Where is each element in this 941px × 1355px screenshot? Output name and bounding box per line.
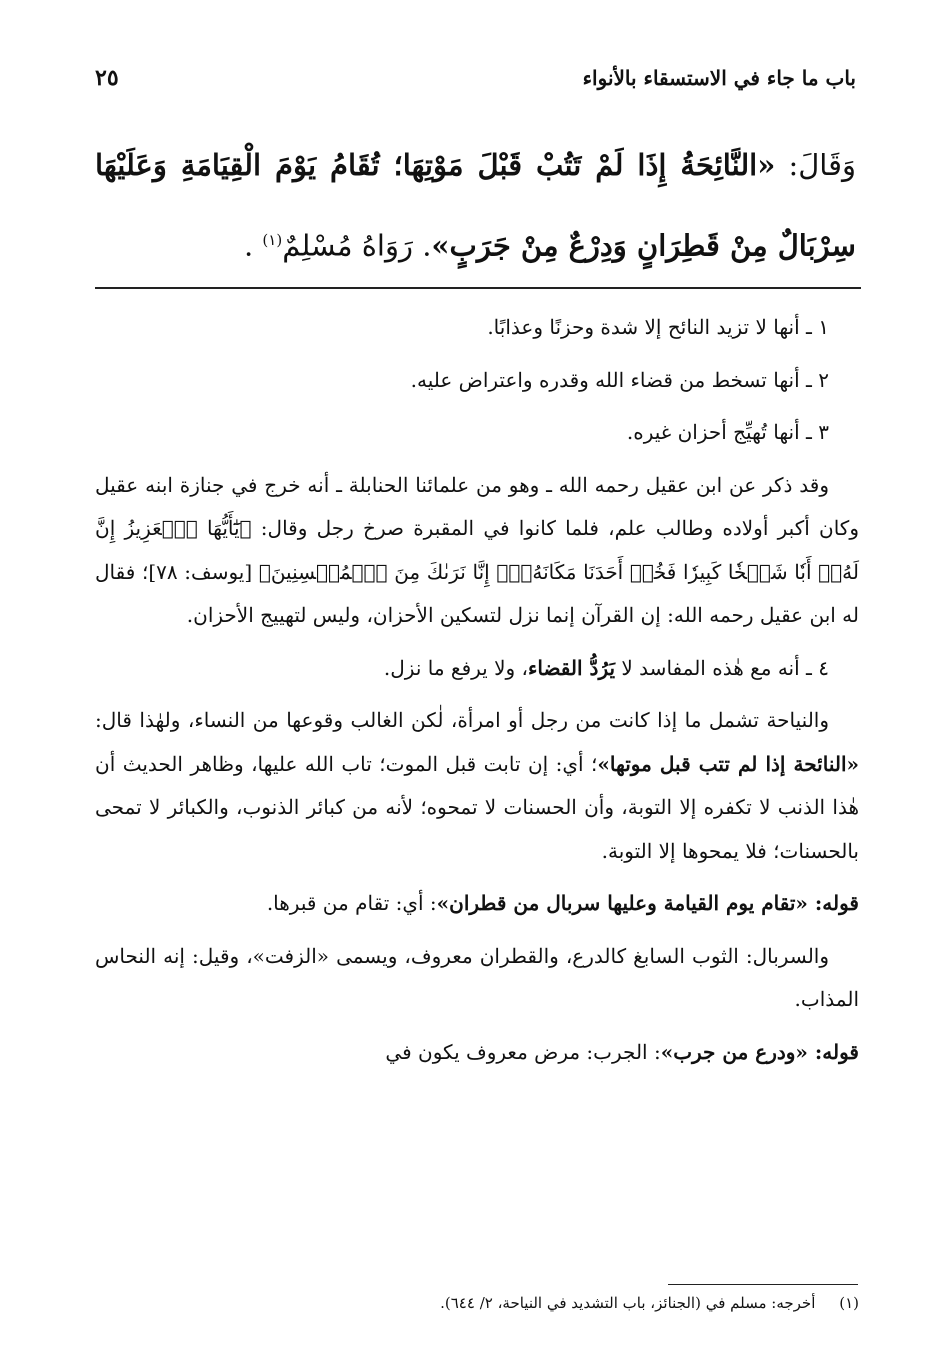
qawluhu-1-quote: «تقام يوم القيامة وعليها سربال من قطران»: [436, 891, 808, 915]
qawluhu-1-text: : أي: تقام من قبرها.: [266, 891, 437, 915]
qawluhu-1: [95, 882, 859, 926]
hadith-intro: وَقَالَ:: [775, 148, 856, 182]
paragraph-niyaha-rest: ؛ أي: إن تابت قبل الموت؛ تاب الله عليها، وظاهر الحديث أن هٰذا الذنب لا تكفره إلا التوبة، وأن الحسنات لا تمحوه؛ لأنه من كبائر الذنوب، والكبائر لا تمحى بالحسنات؛ فلا يمحوها إلا التوبة.: [95, 751, 859, 863]
hadith-end: .: [243, 228, 263, 263]
hadith-quote: «النَّائِحَةُ إِذَا لَمْ تَتُبْ قَبْلَ مَوْتِهَا؛ تُقَامُ يَوْمَ الْقِيَامَةِ وَعَلَيْهَا سِرْبَالٌ مِنْ قَطِرَانٍ وَدِرْعٌ مِنْ جَرَبٍ»: [95, 148, 856, 263]
list-item-4-bold: يَرُدُّ القضاء: [527, 655, 616, 680]
list-item-3: ٣ ـ أنها تُهيِّج أحزان غيره.: [626, 420, 829, 444]
paragraph-ibn-aqil: وقد ذكر عن ابن عقيل رحمه الله ـ وهو من علمائنا الحنابلة ـ أنه خرج في جنازة ابنه عقيل وكان أكبر أولاده وطالب علم، فلما كانوا في المقبرة صرخ رجل وقال: ﴿يَٰٓأَيُّهَا ٱلۡعَزِيزُ إِنَّ لَهُۥٓ أَبٗا شَيۡخٗا كَبِيرٗا فَخُذۡ أَحَدَنَا مَكَانَهُۥٓۖ إِنَّا نَرَىٰكَ مِنَ ٱلۡمُحۡسِنِينَ﴾ [يوسف: ٧٨]؛ فقال له ابن عقيل رحمه الله: إن القرآن إنما نزل لتسكين الأحزان، وليس لتهييج الأحزان.: [95, 472, 859, 627]
hadith-source: . رَوَاهُ مُسْلِمٌ: [282, 228, 432, 263]
qawluhu-2: [95, 1031, 859, 1075]
footnote-text: أخرجه: مسلم في (الجنائز، باب التشديد في النياحة، ٢/ ٦٤٤).: [440, 1294, 816, 1312]
footnote: [200, 1292, 859, 1314]
footnote-divider: [668, 1284, 858, 1285]
running-title: باب ما جاء في الاستسقاء بالأنواء: [582, 66, 856, 90]
page-header: [95, 58, 856, 98]
list-item-4: [95, 647, 859, 691]
list-item-1: ١ ـ أنها لا تزيد النائح إلا شدة وحزنًا وعذابًا.: [487, 315, 829, 339]
qawluhu-2-quote: «ودرع من جرب»: [660, 1039, 808, 1064]
footnote-reference: (١): [262, 231, 283, 249]
paragraph-niyaha-text: والنياحة تشمل ما إذا كانت من رجل أو امرأة، لٰكن الغالب وقوعها من النساء، ولهٰذا قال:: [95, 708, 829, 732]
paragraph-niyaha: [95, 699, 859, 873]
qawluhu-1-label: قوله:: [807, 891, 859, 915]
paragraph-sirbal: والسربال: الثوب السابغ كالدرع، والقطران معروف، ويسمى «الزفت»، وقيل: إنه النحاس المذاب.: [95, 943, 859, 1011]
footnote-number: (١): [839, 1294, 859, 1312]
commentary-body: [95, 306, 859, 1083]
paragraph-niyaha-quote: «النائحة إذا لم تتب قبل موتها»: [597, 751, 859, 776]
hadith-text: [95, 128, 856, 284]
qawluhu-2-label: قوله:: [807, 1039, 859, 1064]
page-number: ٢٥: [95, 65, 119, 91]
section-divider: [95, 287, 861, 289]
list-item-4-text: ٤ ـ أنه مع هٰذه المفاسد لا: [615, 655, 829, 680]
list-item-4-end: ، ولا يرفع ما نزل.: [383, 655, 528, 680]
list-item-2: ٢ ـ أنها تسخط من قضاء الله وقدره واعتراض عليه.: [410, 367, 829, 392]
qawluhu-2-text: : الجرب: مرض معروف يكون في: [385, 1039, 661, 1064]
